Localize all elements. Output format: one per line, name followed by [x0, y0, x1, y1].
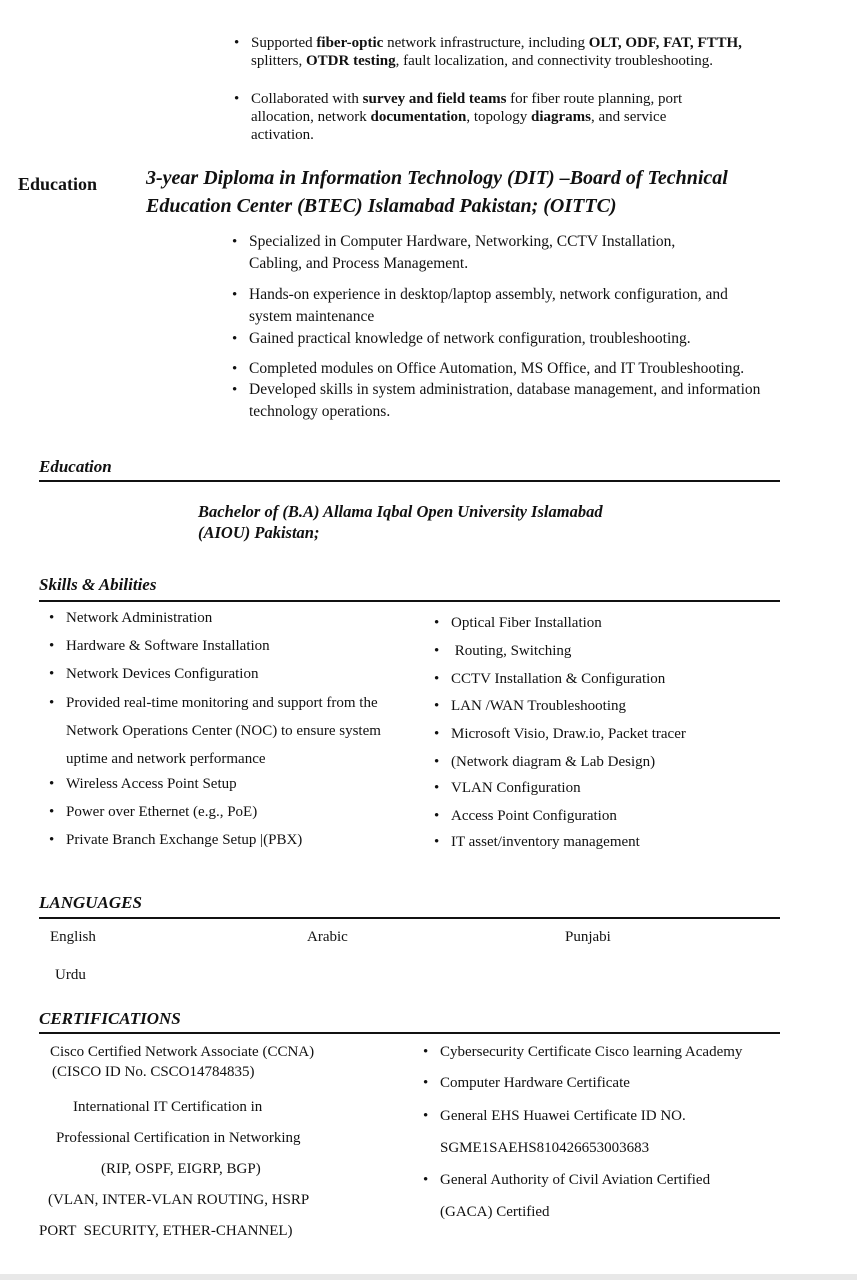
- diploma-title-line1: 3-year Diploma in Information Technology (DIT) –Board of Technical: [146, 167, 728, 189]
- section-divider: [39, 1032, 780, 1034]
- rich-part-bold: documentation: [370, 109, 467, 125]
- cert-item: • Computer Hardware Certificate: [440, 1075, 630, 1092]
- rich-part: Collaborated with: [251, 91, 363, 107]
- cert-line: Professional Certification in Networking: [56, 1130, 301, 1146]
- education-bullet: • Specialized in Computer Hardware, Networking, CCTV Installation, Cabling, and Process Management.: [249, 231, 719, 275]
- cert-line: SGME1SAEHS810426653003683: [440, 1140, 650, 1156]
- section-divider: [39, 480, 780, 482]
- language-item: Punjabi: [565, 929, 611, 945]
- skill-item: • Routing, Switching: [451, 643, 571, 660]
- cert-line: (CISCO ID No. CSCO14784835): [52, 1064, 255, 1080]
- skill-item: • IT asset/inventory management: [451, 834, 640, 851]
- rich-part: , and service activation.: [251, 109, 667, 143]
- skill-item: • VLAN Configuration: [451, 780, 581, 797]
- language-item: English: [50, 929, 96, 945]
- cert-item: • General Authority of Civil Aviation Certified: [440, 1172, 710, 1189]
- section-divider: [39, 600, 780, 602]
- section-divider: [39, 917, 780, 919]
- rich-part-bold: OLT, ODF, FAT, FTTH,: [588, 35, 742, 51]
- rich-part-bold: OTDR testing: [306, 53, 396, 69]
- bachelor-degree: [198, 501, 603, 543]
- skill-item: • Network Devices Configuration: [66, 666, 258, 683]
- diploma-title-line2: Education Center (BTEC) Islamabad Pakistan; (OITTC): [146, 195, 617, 217]
- cert-line: Cisco Certified Network Associate (CCNA): [50, 1044, 315, 1060]
- language-item: Urdu: [55, 967, 86, 983]
- education-label: Education: [18, 174, 98, 194]
- languages-heading: LANGUAGES: [39, 893, 142, 912]
- certifications-heading: CERTIFICATIONS: [39, 1009, 181, 1028]
- skill-item: • LAN /WAN Troubleshooting: [451, 698, 626, 715]
- skill-item: • CCTV Installation & Configuration: [451, 671, 665, 688]
- page-bottom-edge: [0, 1274, 857, 1280]
- skill-item: • Power over Ethernet (e.g., PoE): [66, 804, 257, 821]
- diploma-title: [146, 164, 806, 220]
- education-bullet: • Developed skills in system administration, database management, and information technology operations.: [249, 379, 794, 423]
- education-heading: Education: [39, 457, 112, 476]
- skill-item: • (Network diagram & Lab Design): [451, 754, 655, 771]
- skill-item: • Optical Fiber Installation: [451, 615, 602, 632]
- language-item: Arabic: [307, 929, 348, 945]
- education-bullet: • Completed modules on Office Automation, MS Office, and IT Troubleshooting.: [249, 358, 789, 380]
- rich-part-bold: fiber-optic: [316, 35, 384, 51]
- skill-item: • Access Point Configuration: [451, 808, 617, 825]
- skill-item: • Microsoft Visio, Draw.io, Packet tracer: [451, 726, 686, 743]
- rich-part: network infrastructure, including: [383, 35, 589, 51]
- cert-line: (RIP, OSPF, EIGRP, BGP): [101, 1161, 261, 1177]
- rich-part-bold: survey and field teams: [362, 91, 507, 107]
- skills-heading: Skills & Abilities: [39, 575, 157, 594]
- cert-line: PORT SECURITY, ETHER-CHANNEL): [39, 1223, 293, 1239]
- bachelor-line1: Bachelor of (B.A) Allama Iqbal Open University Islamabad: [198, 502, 603, 521]
- rich-part: , fault localization, and connectivity troubleshooting.: [395, 53, 714, 69]
- education-bullet: • Gained practical knowledge of network configuration, troubleshooting.: [249, 328, 769, 350]
- cert-line: (GACA) Certified: [440, 1204, 550, 1220]
- skill-item: • Wireless Access Point Setup: [66, 776, 237, 793]
- skill-item: • Private Branch Exchange Setup |(PBX): [66, 832, 302, 849]
- skill-item: • Hardware & Software Installation: [66, 638, 270, 655]
- experience-bullet: [251, 90, 731, 144]
- rich-part: splitters,: [251, 53, 306, 69]
- experience-bullet: [251, 34, 751, 70]
- skill-item: • Network Administration: [66, 610, 212, 627]
- cert-line: (VLAN, INTER-VLAN ROUTING, HSRP: [48, 1192, 310, 1208]
- skill-item: • Provided real-time monitoring and support from the Network Operations Center (NOC) to ensure system uptime and network performance: [66, 689, 396, 773]
- education-bullet: • Hands-on experience in desktop/laptop assembly, network configuration, and system maintenance: [249, 284, 769, 328]
- cert-line: International IT Certification in: [73, 1099, 263, 1115]
- cert-item: • Cybersecurity Certificate Cisco learning Academy: [440, 1044, 742, 1061]
- rich-part: , topology: [466, 109, 531, 125]
- rich-part: for fiber route planning, port allocation, network: [251, 91, 683, 125]
- rich-part-bold: diagrams: [530, 109, 591, 125]
- cert-item: • General EHS Huawei Certificate ID NO.: [440, 1108, 686, 1125]
- rich-part: Supported: [251, 35, 317, 51]
- bachelor-line2: (AIOU) Pakistan;: [198, 523, 320, 542]
